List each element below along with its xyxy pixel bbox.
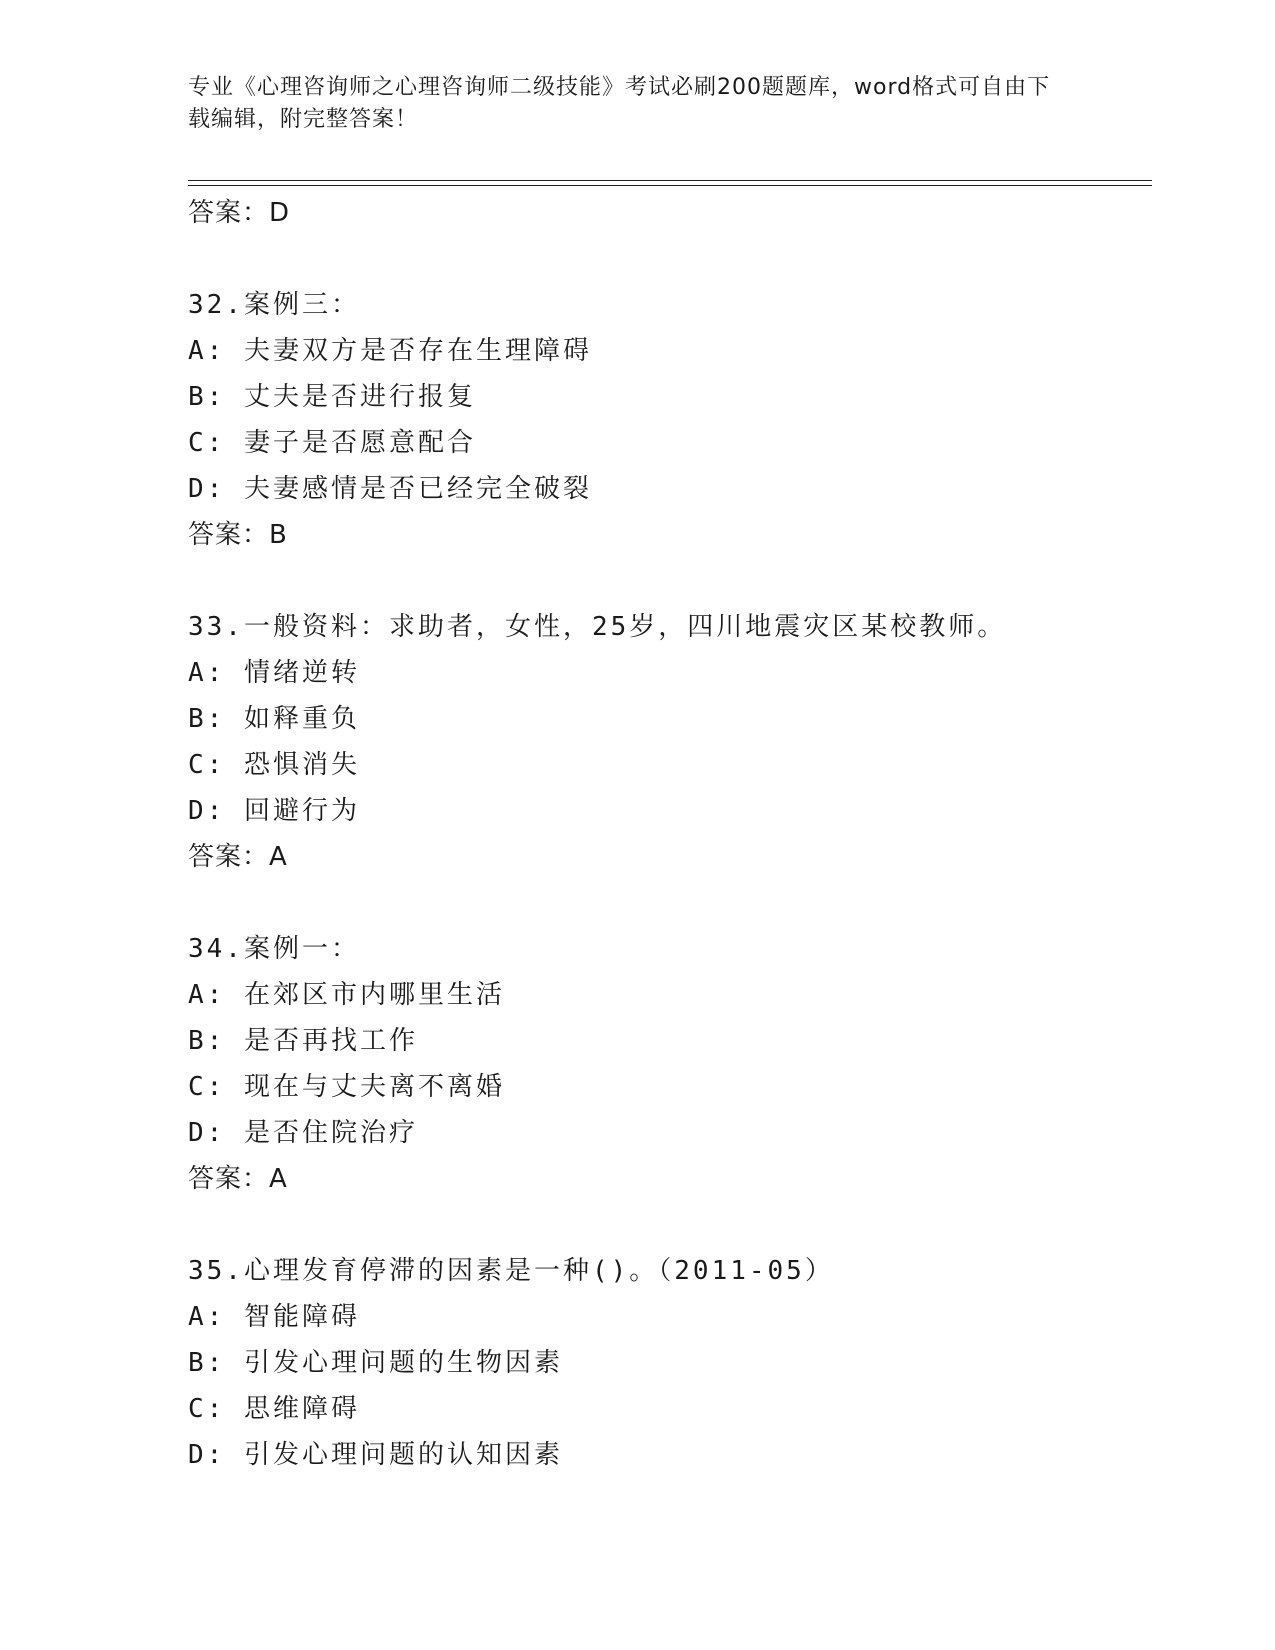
option-b: B: 是否再找工作 (188, 1026, 418, 1056)
spacer (188, 558, 1152, 604)
document-header: 专业《心理咨询师之心理咨询师二级技能》考试必刷200题题库，word格式可自由下载编辑，附完整答案！ (188, 75, 1051, 132)
spacer (188, 880, 1152, 926)
question-stem: 33.一般资料：求助者，女性，25岁，四川地震灾区某校教师。 (188, 612, 1007, 642)
question-block (188, 604, 1152, 880)
answer-line: 答案：A (188, 1164, 288, 1194)
question-block (188, 1248, 1152, 1478)
spacer (188, 236, 1152, 282)
option-c: C: 思维障碍 (188, 1394, 360, 1424)
option-d: D: 是否住院治疗 (188, 1118, 418, 1148)
question-list (188, 190, 1152, 1478)
question-stem: 35.心理发育停滞的因素是一种()。（2011-05） (188, 1256, 834, 1286)
option-b: B: 丈夫是否进行报复 (188, 382, 476, 412)
option-c: C: 妻子是否愿意配合 (188, 428, 476, 458)
option-a: A: 夫妻双方是否存在生理障碍 (188, 336, 592, 366)
answer-line: 答案：D (188, 198, 291, 228)
question-block (188, 282, 1152, 558)
option-c: C: 恐惧消失 (188, 750, 360, 780)
spacer (188, 1202, 1152, 1248)
option-a: A: 智能障碍 (188, 1302, 360, 1332)
option-d: D: 引发心理问题的认知因素 (188, 1440, 563, 1470)
option-c: C: 现在与丈夫离不离婚 (188, 1072, 505, 1102)
option-d: D: 夫妻感情是否已经完全破裂 (188, 474, 592, 504)
option-a: A: 情绪逆转 (188, 658, 360, 688)
answer-line: 答案：A (188, 842, 288, 872)
question-stem: 32.案例三： (188, 290, 360, 320)
header-rule-top (188, 180, 1152, 181)
question-block (188, 926, 1152, 1202)
question-stem: 34.案例一： (188, 934, 360, 964)
option-b: B: 引发心理问题的生物因素 (188, 1348, 563, 1378)
option-a: A: 在郊区市内哪里生活 (188, 980, 505, 1010)
option-b: B: 如释重负 (188, 704, 360, 734)
option-d: D: 回避行为 (188, 796, 360, 826)
answer-line: 答案：B (188, 520, 288, 550)
header-rule-bottom (188, 185, 1152, 186)
